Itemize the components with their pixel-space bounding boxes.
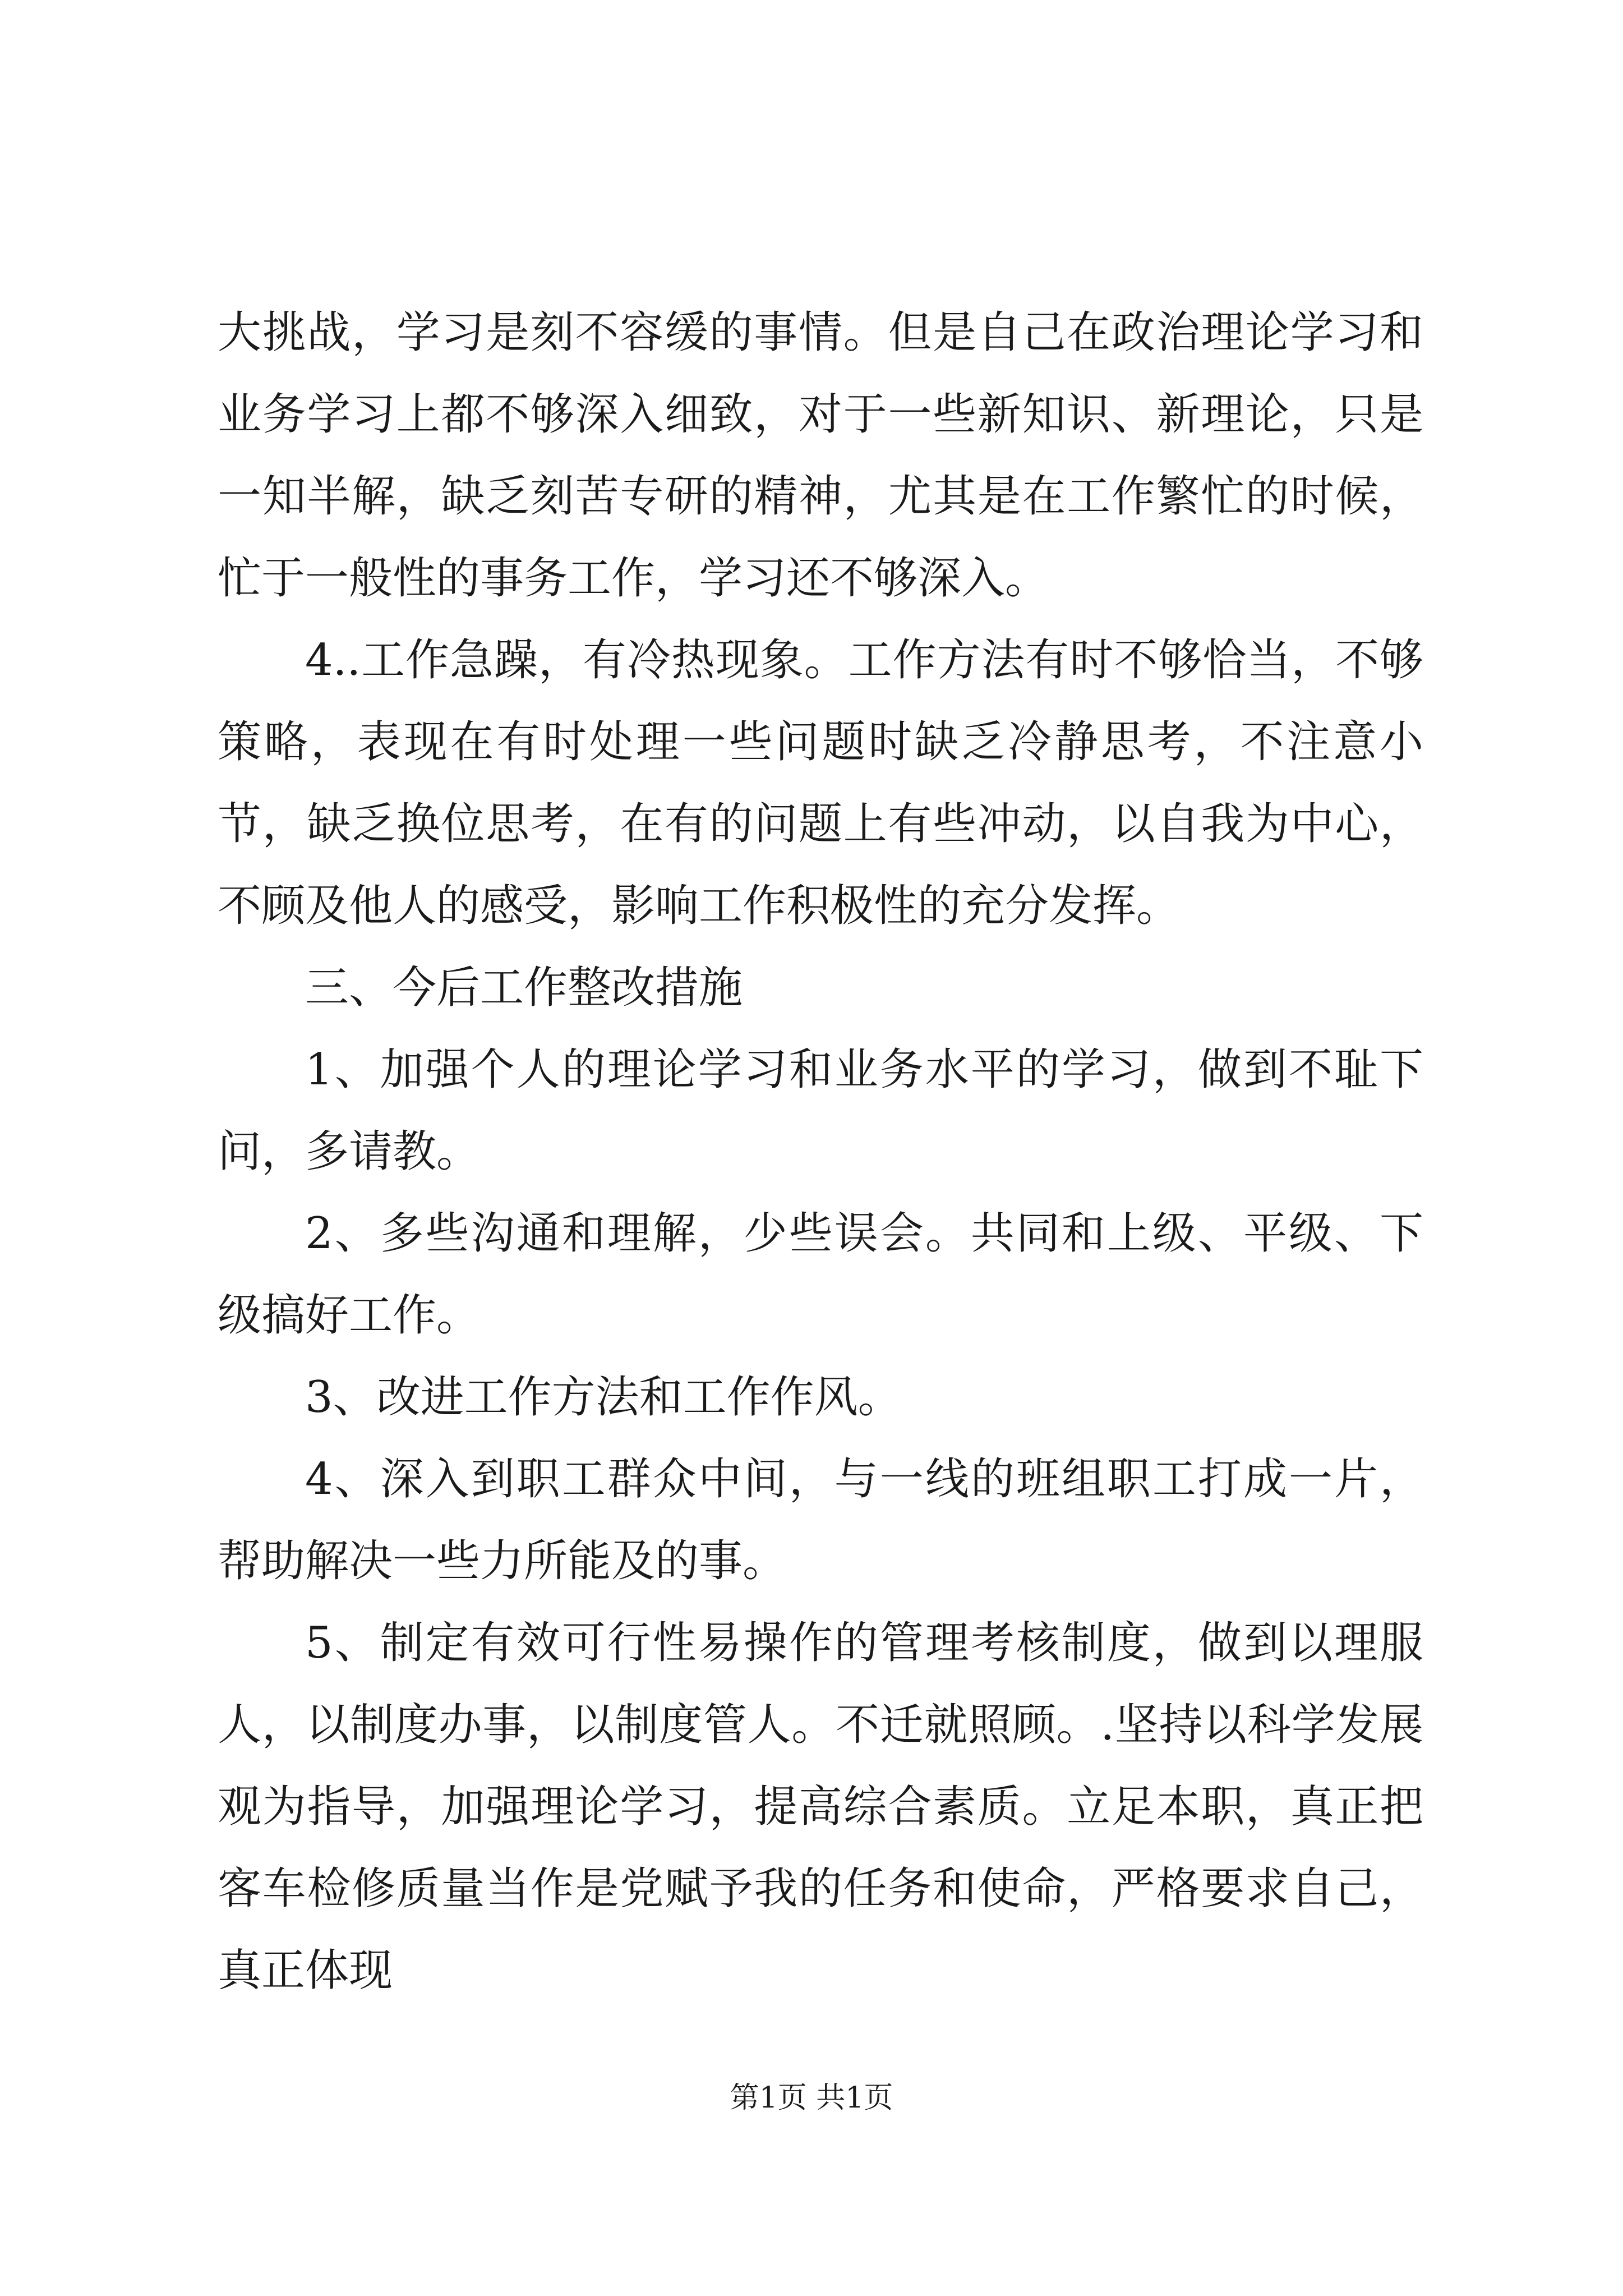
paragraph-measure-1: 1、加强个人的理论学习和业务水平的学习，做到不耻下问，多请教。 [218, 1045, 1423, 1177]
paragraph-measure-2: 2、多些沟通和理解，少些误会。共同和上级、平级、下级搞好工作。 [218, 1208, 1423, 1341]
document-body [218, 292, 1423, 2012]
paragraph-measure-3: 3、改进工作方法和工作作风。 [305, 1372, 902, 1423]
paragraph-item-4: 4..工作急躁，有冷热现象。工作方法有时不够恰当，不够策略，表现在有时处理一些问题时缺乏冷静思考，不注意小节，缺乏换位思考，在有的问题上有些冲动，以自我为中心，不顾及他人的感受，影响工作积极性的充分发挥。 [218, 635, 1423, 931]
paragraph-measure-4: 4、深入到职工群众中间，与一线的班组职工打成一片，帮助解决一些力所能及的事。 [218, 1454, 1423, 1586]
page-footer [0, 2076, 1623, 2120]
paragraph-measure-5: 5、制定有效可行性易操作的管理考核制度，做到以理服人，以制度办事，以制度管人。不迁就照顾。.坚持以科学发展观为指导，加强理论学习，提高综合素质。立足本职，真正把客车检修质量当作是党赋予我的任务和使命，严格要求自己，真正体现 [218, 1618, 1423, 1996]
section-heading-rectification: 三、今后工作整改措施 [305, 963, 743, 1013]
paragraph-continuation: 大挑战，学习是刻不容缓的事情。但是自己在政治理论学习和业务学习上都不够深入细致，对于一些新知识、新理论，只是一知半解，缺乏刻苦专研的精神，尤其是在工作繁忙的时候，忙于一般性的事务工作，学习还不够深入。 [218, 307, 1423, 604]
page-number-label: 第1页 共1页 [730, 2081, 893, 2115]
